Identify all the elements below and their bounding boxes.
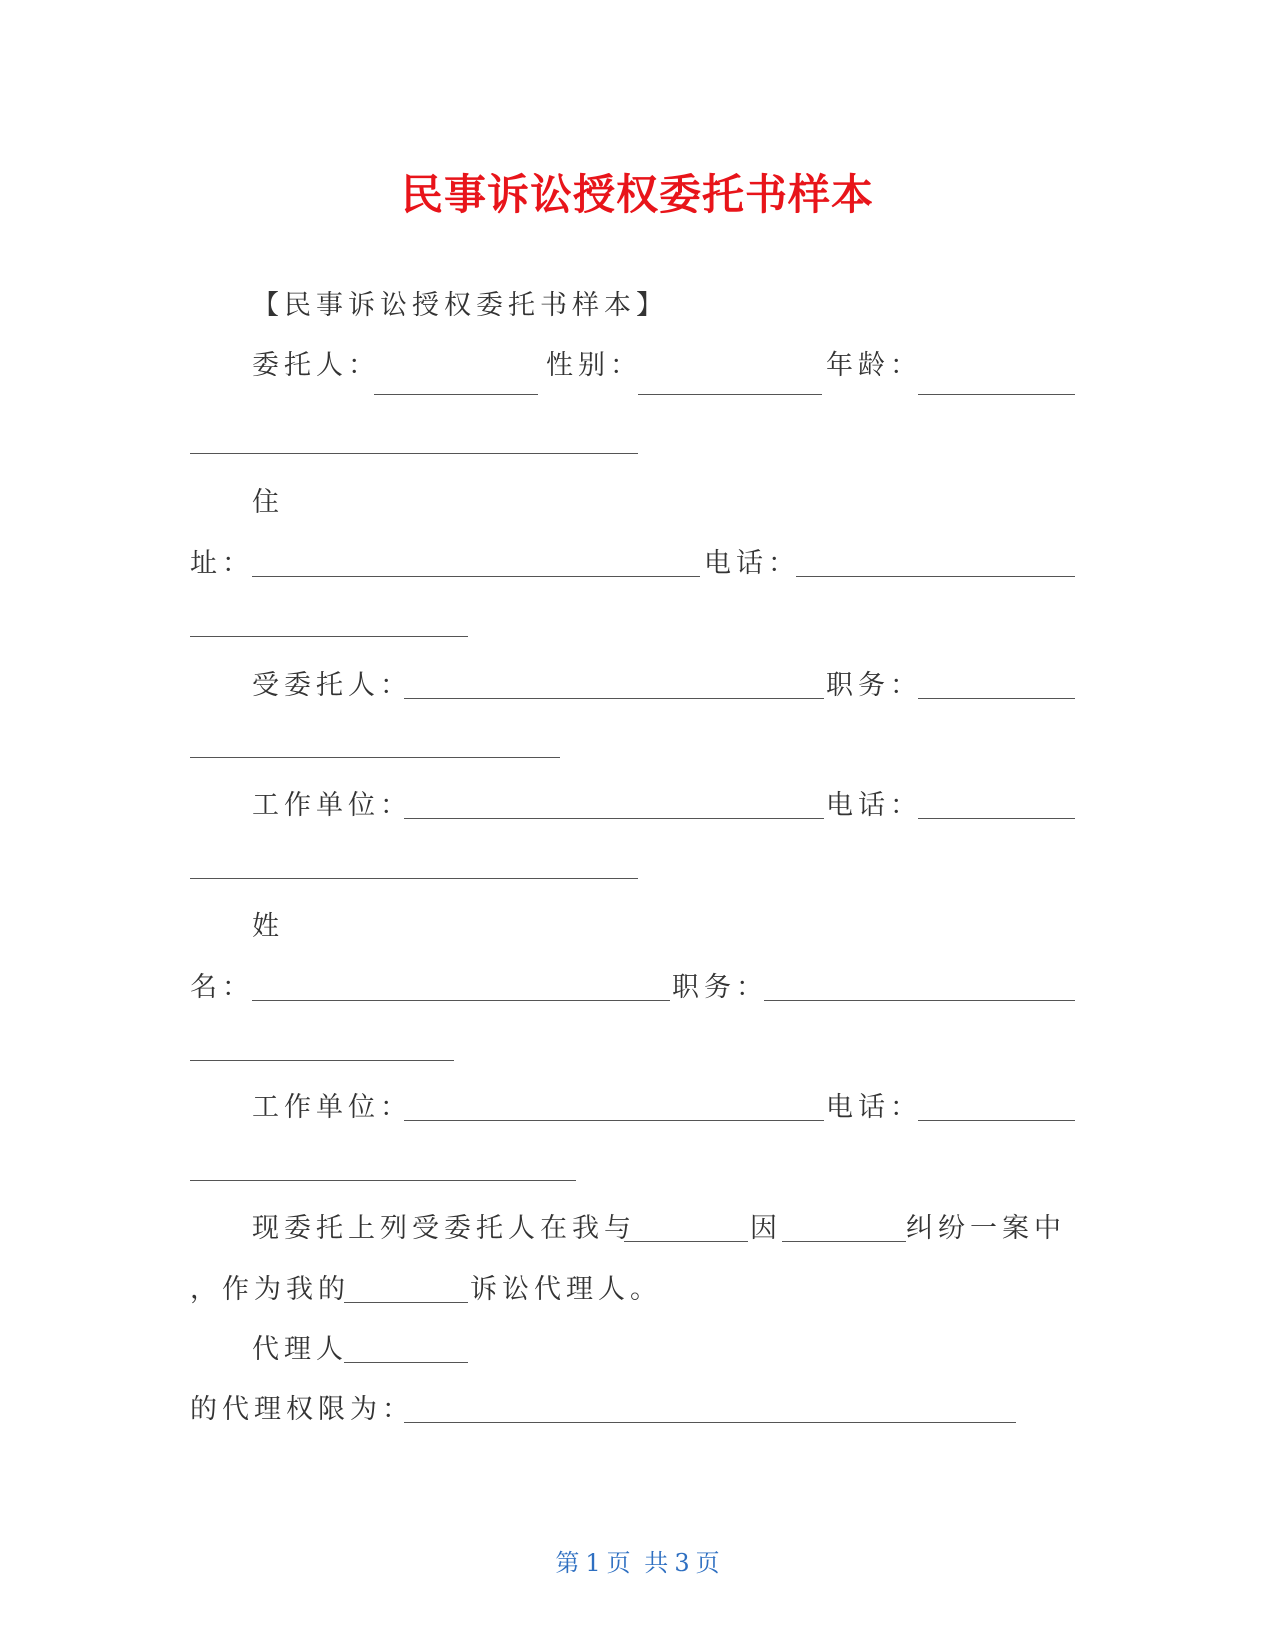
label-position-2: 职务： [672,972,768,1003]
field-position-2[interactable] [764,1000,1075,1001]
text-entrust-part1: 现委托上列受委托人在我与 [252,1213,636,1244]
field-position-2-continued[interactable] [190,1060,454,1061]
field-address[interactable] [252,576,700,577]
field-phone-2[interactable] [918,818,1075,819]
field-phone-3-continued[interactable] [190,1180,576,1181]
label-gender: 性别： [546,350,642,381]
field-name[interactable] [252,1000,670,1001]
label-proxy-scope: 的代理权限为： [190,1394,414,1425]
label-address-part1: 住 [252,487,284,518]
field-principal-name[interactable] [374,394,538,395]
label-workplace-2: 工作单位： [252,1092,412,1123]
label-agent: 受委托人： [252,670,412,701]
text-entrust-part2: 纠纷一案中 [906,1213,1066,1244]
field-agent-name[interactable] [404,698,824,699]
document-title: 民事诉讼授权委托书样本 [400,170,874,219]
page-total: 3 [674,1549,690,1577]
field-phone-2-continued[interactable] [190,878,638,879]
field-workplace-2[interactable] [404,1120,824,1121]
page-suffix: 页 [695,1549,720,1577]
document-heading: 【民事诉讼授权委托书样本】 [252,290,668,321]
label-workplace-1: 工作单位： [252,790,412,821]
page-mid: 页 共 [606,1549,669,1577]
field-phone-1-continued[interactable] [190,636,468,637]
field-position-1[interactable] [918,698,1075,699]
field-proxy[interactable] [344,1362,468,1363]
field-workplace-1[interactable] [404,818,824,819]
text-entrust-because: 因 [750,1213,782,1244]
label-address-part2: 址： [190,548,254,579]
label-principal: 委托人： [252,350,380,381]
label-name-part2: 名： [190,972,254,1003]
field-agent-role[interactable] [344,1302,468,1303]
field-phone-3[interactable] [918,1120,1075,1121]
page-current: 1 [585,1549,601,1577]
label-phone-3: 电话： [826,1092,922,1123]
label-phone-2: 电话： [826,790,922,821]
field-age-continued[interactable] [190,453,638,454]
page-prefix: 第 [555,1549,580,1577]
field-opposing-party[interactable] [624,1241,748,1242]
field-phone-1[interactable] [796,576,1075,577]
field-gender[interactable] [638,394,822,395]
label-position-1: 职务： [826,670,922,701]
text-entrust-part3: ，作为我的 [190,1274,350,1305]
page-number [0,1543,1275,1578]
field-proxy-scope[interactable] [404,1422,1016,1423]
field-age[interactable] [918,394,1075,395]
label-name-part1: 姓 [252,911,284,942]
field-dispute-type[interactable] [782,1241,906,1242]
field-position-1-continued[interactable] [190,757,560,758]
label-age: 年龄： [826,350,922,381]
text-entrust-part4: 诉讼代理人。 [470,1274,662,1305]
label-proxy: 代理人 [252,1334,348,1365]
label-phone-1: 电话： [704,548,800,579]
